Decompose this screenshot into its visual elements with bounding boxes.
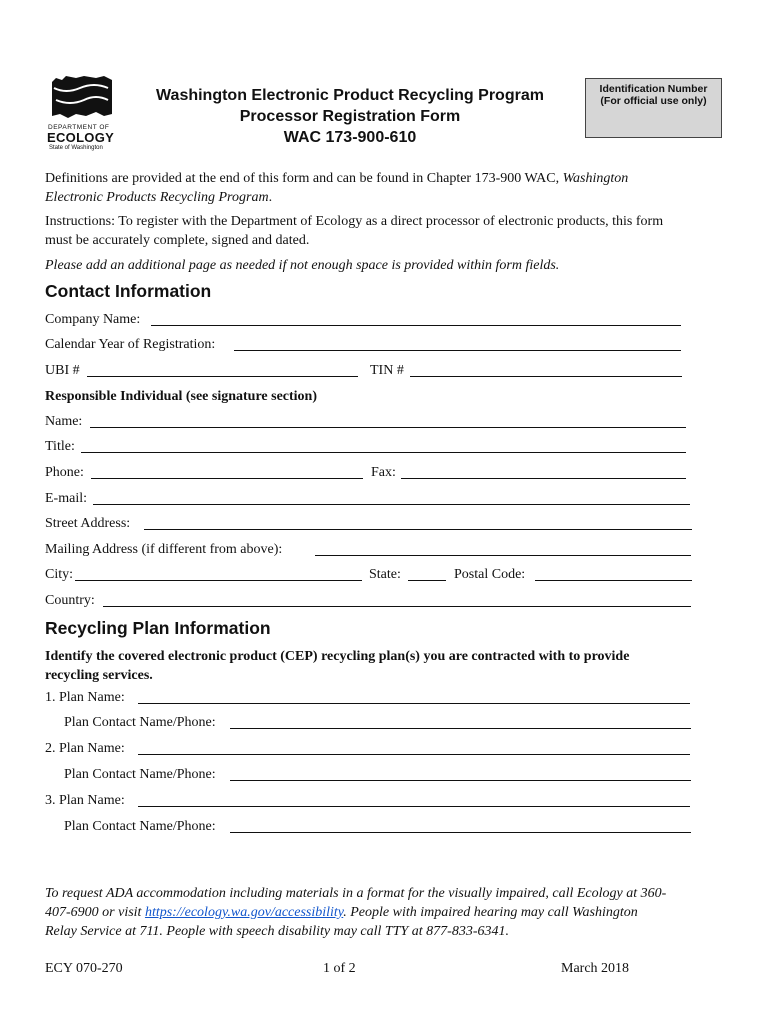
- definitions-italic-text-2: Electronic Products Recycling Program: [45, 190, 269, 205]
- ada-line-3: Relay Service at 711. People with speech disability may call TTY at 877-833-6341.: [45, 924, 509, 939]
- ubi-tin-row: [45, 362, 695, 380]
- plan-3-contact-label: Plan Contact Name/Phone:: [64, 819, 216, 834]
- fax-line[interactable]: [401, 478, 686, 479]
- calendar-year-line[interactable]: [234, 350, 681, 351]
- tin-line[interactable]: [410, 376, 682, 377]
- id-box-label: Identification Number: [599, 83, 708, 95]
- calendar-year-label: Calendar Year of Registration:: [45, 337, 216, 352]
- definitions-paragraph: [45, 169, 725, 207]
- form-name: Processor Registration Form: [239, 108, 461, 125]
- plan-2-contact-line[interactable]: [230, 780, 691, 781]
- plan-3-contact-field[interactable]: [45, 818, 695, 836]
- plan-2-contact-field[interactable]: [45, 766, 695, 784]
- postal-code-label: Postal Code:: [454, 567, 526, 582]
- mailing-address-line[interactable]: [315, 555, 691, 556]
- instructions-paragraph: [45, 212, 725, 250]
- instructions-line-1: Instructions: To register with the Department of Ecology as a direct processor of electronic products, this form: [45, 214, 664, 229]
- recycling-plan-heading: Recycling Plan Information: [45, 618, 271, 638]
- ada-line-2: [45, 903, 725, 922]
- plan-1-contact-label: Plan Contact Name/Phone:: [64, 715, 216, 730]
- responsible-individual-label: Responsible Individual (see signature section): [45, 389, 317, 404]
- ada-accommodation-notice: [45, 884, 725, 941]
- plan-3-contact-line[interactable]: [230, 832, 691, 833]
- plan-1-name-line[interactable]: [138, 703, 690, 704]
- company-name-field[interactable]: [45, 311, 695, 329]
- mailing-address-field[interactable]: [45, 541, 695, 559]
- logo-state-text: State of Washington: [49, 145, 103, 151]
- email-field[interactable]: [45, 490, 695, 508]
- email-line[interactable]: [93, 504, 690, 505]
- phone-fax-row: [45, 464, 695, 482]
- country-line[interactable]: [103, 606, 691, 607]
- street-address-line[interactable]: [144, 529, 692, 530]
- identify-line-1: Identify the covered electronic product (CEP) recycling plan(s) you are contracted with to provide: [45, 649, 630, 664]
- state-label: State:: [369, 567, 401, 582]
- country-label: Country:: [45, 593, 95, 608]
- plan-1-name-label: 1. Plan Name:: [45, 690, 125, 705]
- instructions-line-2: must be accurately complete, signed and dated.: [45, 233, 310, 248]
- wac-reference: WAC 173-900-610: [283, 129, 417, 146]
- email-label: E-mail:: [45, 491, 87, 506]
- program-title: Washington Electronic Product Recycling Program: [156, 87, 544, 104]
- plan-3-name-line[interactable]: [138, 806, 690, 807]
- form-date: March 2018: [561, 961, 630, 976]
- tin-label: TIN #: [370, 363, 404, 378]
- accessibility-link[interactable]: https://ecology.wa.gov/accessibility: [144, 905, 344, 920]
- name-label: Name:: [45, 414, 83, 429]
- phone-label: Phone:: [45, 465, 84, 480]
- name-field[interactable]: [45, 413, 695, 431]
- plan-1-name-field[interactable]: [45, 689, 695, 707]
- additional-page-note: [45, 256, 725, 275]
- plan-1-contact-line[interactable]: [230, 728, 691, 729]
- company-name-line[interactable]: [151, 325, 681, 326]
- definitions-text: Definitions are provided at the end of this form and can be found in Chapter 173-900 WAC,: [45, 171, 563, 186]
- identify-plans-instruction: [45, 647, 725, 685]
- street-address-field[interactable]: [45, 515, 695, 533]
- company-name-label: Company Name:: [45, 312, 141, 327]
- ubi-label: UBI #: [45, 363, 80, 378]
- plan-2-name-line[interactable]: [138, 754, 690, 755]
- street-address-label: Street Address:: [45, 516, 131, 531]
- plan-3-name-label: 3. Plan Name:: [45, 793, 125, 808]
- ada-line-2-end: . People with impaired hearing may call Washington: [343, 905, 638, 920]
- ubi-line[interactable]: [87, 376, 358, 377]
- name-line[interactable]: [90, 427, 686, 428]
- mailing-address-label: Mailing Address (if different from above):: [45, 542, 283, 557]
- definitions-italic-text: Washington: [562, 171, 629, 186]
- plan-3-name-field[interactable]: [45, 792, 695, 810]
- city-state-postal-row: [45, 566, 695, 584]
- id-box-sublabel: (For official use only): [600, 95, 707, 107]
- form-title: [130, 85, 570, 148]
- identification-number-box: [585, 78, 722, 138]
- calendar-year-field[interactable]: [45, 336, 695, 354]
- identify-line-2: recycling services.: [45, 668, 153, 683]
- title-label: Title:: [45, 439, 75, 454]
- postal-code-line[interactable]: [535, 580, 692, 581]
- ada-line-1: To request ADA accommodation including materials in a format for the visually impaired, call Ecology at 360-: [45, 886, 667, 901]
- plan-1-contact-field[interactable]: [45, 714, 695, 732]
- note-text: Please add an additional page as needed if not enough space is provided within form fields.: [45, 258, 560, 273]
- page-number: 1 of 2: [323, 961, 356, 976]
- state-line[interactable]: [408, 580, 446, 581]
- form-number: ECY 070-270: [45, 961, 123, 976]
- title-field[interactable]: [45, 438, 695, 456]
- title-line[interactable]: [81, 452, 686, 453]
- logo-ecology-text: ECOLOGY: [47, 130, 115, 145]
- plan-2-name-field[interactable]: [45, 740, 695, 758]
- phone-line[interactable]: [91, 478, 363, 479]
- logo-department-text: DEPARTMENT OF: [48, 124, 110, 131]
- country-field[interactable]: [45, 592, 695, 610]
- fax-label: Fax:: [371, 465, 396, 480]
- contact-heading: Contact Information: [45, 281, 212, 301]
- city-label: City:: [45, 567, 74, 582]
- definitions-period: .: [268, 190, 273, 205]
- ada-line-2-start: 407-6900 or visit: [45, 905, 145, 920]
- plan-2-contact-label: Plan Contact Name/Phone:: [64, 767, 216, 782]
- plan-2-name-label: 2. Plan Name:: [45, 741, 125, 756]
- city-line[interactable]: [75, 580, 362, 581]
